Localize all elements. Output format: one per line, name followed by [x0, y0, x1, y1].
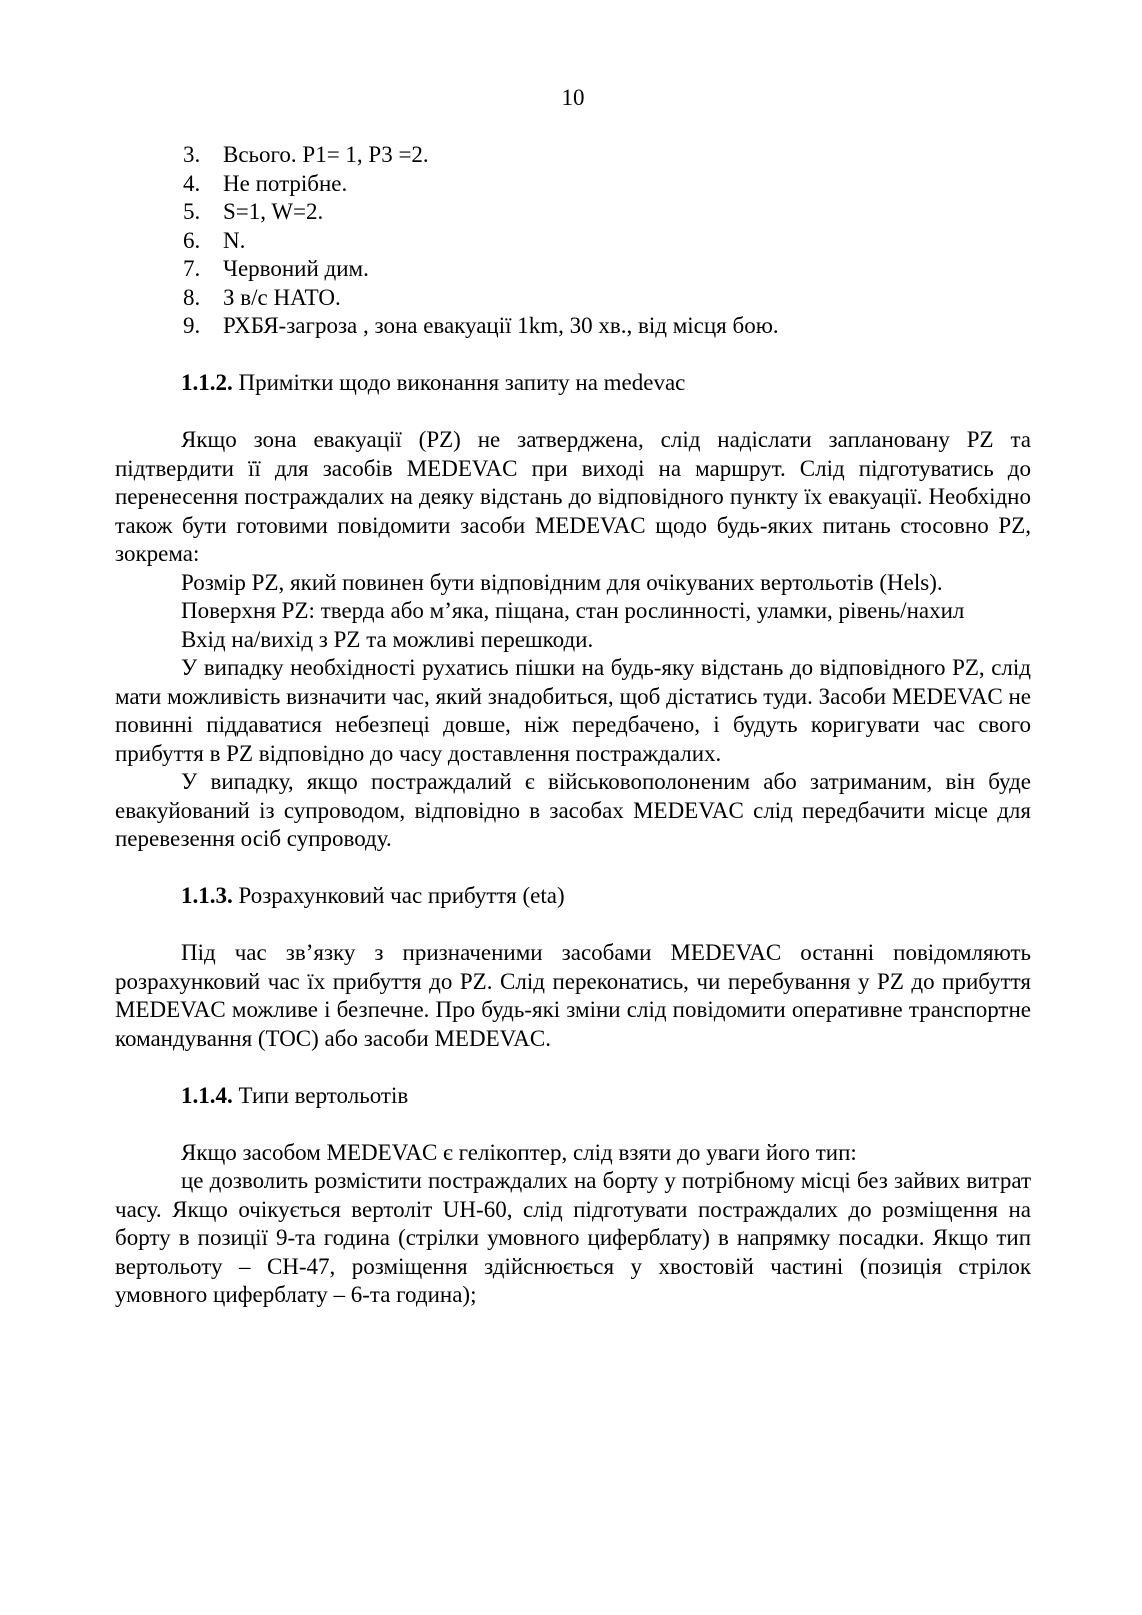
list-item-marker: 4. [183, 170, 201, 196]
paragraph: Якщо засобом MEDEVAC є гелікоптер, слід взяти до уваги його тип: [181, 1139, 857, 1165]
list-item-marker: 6. [183, 227, 201, 253]
list-item [183, 170, 1031, 199]
section-number: 1.1.2. [181, 370, 233, 395]
paragraph: це дозволить розмістити постраждалих на борту у потрібному місці без зайвих витрат часу. Якщо очікується вертоліт UH-60, слід підготувати постраждалих до розміщення на борту в позиції 9-та година (стрілки умовного циферблату) в напрямку посадки. Якщо тип вертольоту – CH-47, розміщення здійснюється у хвостовій частині (позиція стрілок умовного циферблату – 6-та година); [115, 1168, 1031, 1307]
list-item-text: S=1, W=2. [223, 199, 324, 224]
list-item-text: РХБЯ-загроза , зона евакуації 1km, 30 хв., від місця бою. [223, 313, 779, 338]
paragraph: Вхід на/вихід з PZ та можливі перешкоди. [181, 626, 594, 652]
section-heading-1-1-3 [115, 882, 1031, 911]
section-heading-1-1-4 [115, 1082, 1031, 1111]
section-number: 1.1.4. [181, 1082, 233, 1108]
list-item-text: Всього. P1= 1, P3 =2. [223, 142, 429, 167]
page-number: 10 [561, 85, 585, 110]
paragraph: У випадку необхідності рухатись пішки на будь-яку відстань до відповідного PZ, слід мати можливість визначити час, який знадобиться, щоб дістатись туди. Засоби MEDEVAC не повинні піддаватися небезпеці довше, ніж передбачено, і будуть коригувати час свого прибуття в PZ відповідно до часу доставлення постраждалих. [115, 655, 1031, 766]
list-item [183, 141, 1031, 170]
list-item [183, 255, 1031, 284]
list-item-marker: 8. [183, 284, 201, 310]
numbered-list [183, 141, 1031, 341]
list-item [183, 227, 1031, 256]
section-title: Типи вертольотів [232, 1082, 409, 1108]
list-item-text: N. [223, 227, 246, 253]
section-title: Примітки щодо виконання запиту на medevac [232, 370, 686, 395]
list-item [183, 312, 1031, 341]
paragraph: Якщо зона евакуації (PZ) не затверджена, слід надіслати заплановану PZ та підтвердити її для засобів MEDEVAC при виході на маршрут. Слід підготуватись до перенесення постраждалих на деяку відстань до відповідного пункту їх евакуації. Необхідно також бути готовими повідомити засоби MEDEVAC щодо будь-яких питань стосовно PZ, зокрема: [115, 427, 1031, 566]
section-title: Розрахунковий час прибуття (eta) [232, 883, 565, 908]
paragraph: Під час зв’язку з призначеними засобами MEDEVAC останні повідомляють розрахунковий час їх прибуття до PZ. Слід переконатись, чи перебування у PZ до прибуття MEDEVAC можливе і безпечне. Про будь-які зміни слід повідомити оперативне транспортне командування (TOC) або засоби MEDEVAC. [115, 940, 1031, 1051]
paragraph: Розмір PZ, який повинен бути відповідним для очікуваних вертольотів (Hels). [181, 569, 943, 595]
paragraph: Поверхня PZ: тверда або м’яка, піщана, стан рослинності, уламки, рівень/нахил [181, 598, 965, 623]
list-item-text: Червоний дим. [223, 256, 369, 281]
list-item-marker: 3. [183, 142, 201, 167]
list-item-text: З в/с НАТО. [223, 284, 341, 310]
list-item-marker: 9. [183, 313, 201, 338]
list-item [183, 198, 1031, 227]
list-item-text: Не потрібне. [223, 170, 348, 196]
section-heading-1-1-2 [115, 369, 1031, 398]
list-item-marker: 5. [183, 199, 201, 224]
section-number: 1.1.3. [181, 883, 233, 908]
paragraph: У випадку, якщо постраждалий є військовополоненим або затриманим, він буде евакуйований із супроводом, відповідно в засобах MEDEVAC слід передбачити місце для перевезення осіб супроводу. [115, 769, 1031, 851]
list-item-marker: 7. [183, 256, 201, 281]
list-item [183, 284, 1031, 313]
page-content [115, 84, 1031, 1310]
